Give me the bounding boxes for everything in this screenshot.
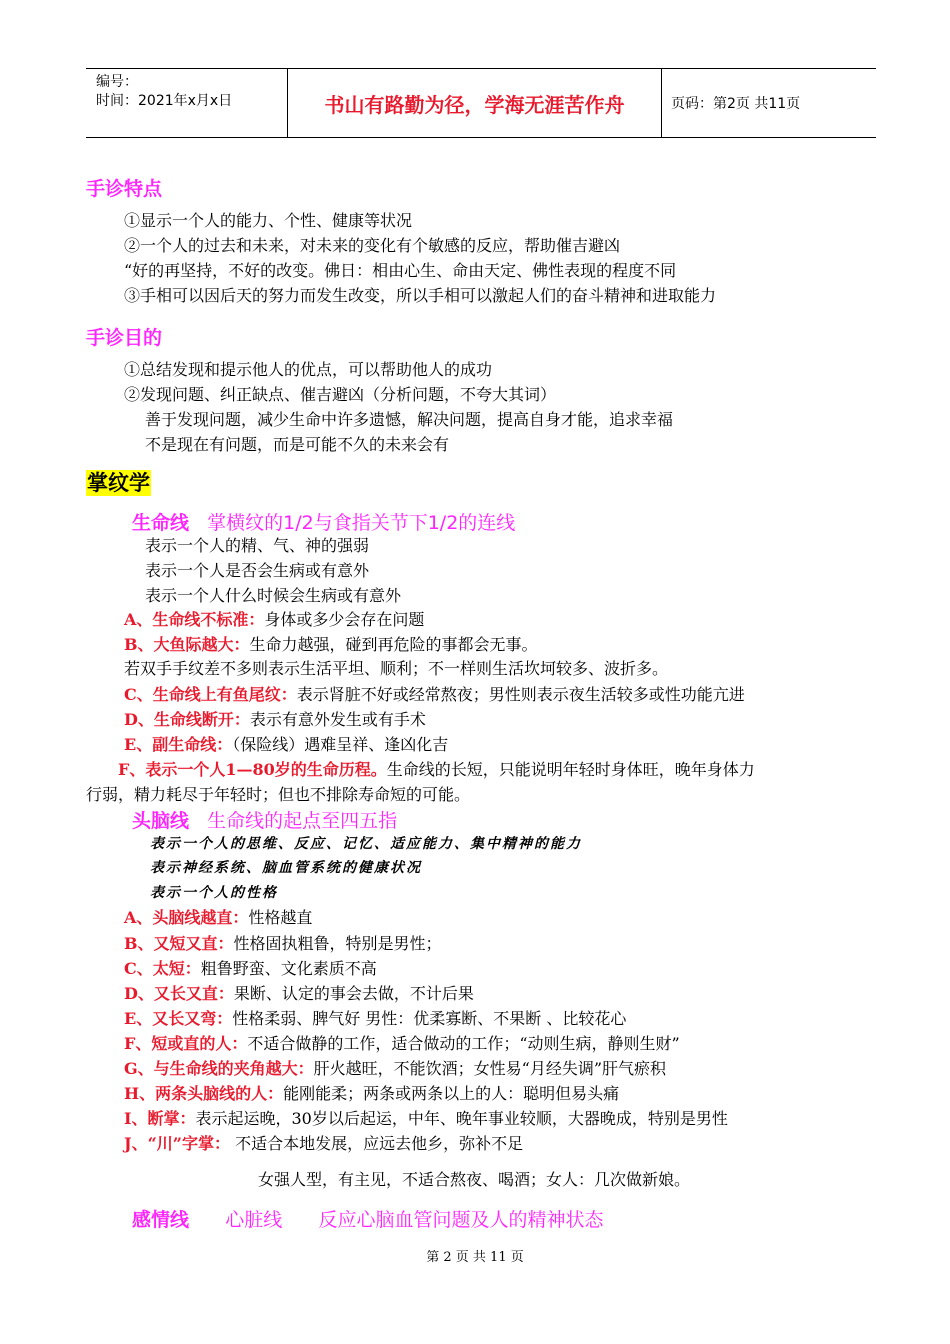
- time-label: 时间：2021年x月x日: [96, 93, 233, 109]
- heart-line-desc: 反应心脑血管问题及人的精神状态: [318, 1209, 604, 1231]
- header-page-label: 页码：第2页 共11页: [671, 96, 801, 112]
- heart-line-name: 感情线: [132, 1209, 190, 1231]
- purpose-line: ②发现问题、纠正缺点、催吉避凶（分析问题，不夸大其词）: [124, 385, 557, 404]
- head-line-line: 表示神经系统、脑血管系统的健康状况: [150, 860, 422, 876]
- header-motto: 书山有路勤为径，学海无涯苦作舟: [288, 69, 662, 137]
- head-line-item: B、又短又直：性格固执粗鲁，特别是男性；: [124, 934, 442, 953]
- head-line-item: C、太短：粗鲁野蛮、文化素质不高: [124, 959, 377, 978]
- life-line-line: 表示一个人是否会生病或有意外: [145, 561, 370, 580]
- life-line-item: A、生命线不标准：身体或多少会存在问题: [124, 610, 425, 629]
- life-line-item: B、大鱼际越大：生命力越强，碰到再危险的事都会无事。: [124, 635, 538, 654]
- head-line-line: 表示一个人的思维、反应、记忆、适应能力、集中精神的能力: [150, 836, 582, 852]
- life-line-name: 生命线: [132, 512, 190, 534]
- purpose-line: ①总结发现和提示他人的优点，可以帮助他人的成功: [124, 360, 493, 379]
- life-line-heading: [132, 508, 515, 535]
- heart-line-alias: 心脏线: [225, 1209, 283, 1231]
- head-line-item: J、“川”字掌： 不适合本地发展，应远去他乡，弥补不足: [124, 1134, 524, 1153]
- purpose-line: 不是现在有问题，而是可能不久的未来会有: [145, 435, 450, 454]
- head-line-item: H、两条头脑线的人：能刚能柔；两条或两条以上的人：聪明但易头痛: [124, 1084, 620, 1103]
- life-line-item: E、副生命线：（保险线）遇难呈祥、逢凶化吉: [124, 735, 449, 754]
- life-line-item: F、表示一个人1—80岁的生命历程。生命线的长短，只能说明年轻时身体旺，晚年身体力: [118, 760, 755, 779]
- life-line-line: 表示一个人的精、气、神的强弱: [145, 536, 370, 555]
- life-line-line: 表示一个人什么时候会生病或有意外: [145, 586, 402, 605]
- header-info: [86, 69, 288, 137]
- section-title-palmistry: 掌纹学: [87, 471, 150, 495]
- head-line-item: E、又长又弯：性格柔弱、脾气好 男性：优柔寡断、不果断 、比较花心: [124, 1009, 627, 1028]
- life-line-item: D、生命线断开：表示有意外发生或有手术: [124, 710, 426, 729]
- feature-line: ③手相可以因后天的努力而发生改变，所以手相可以激起人们的奋斗精神和进取能力: [124, 286, 717, 305]
- head-line-line: 表示一个人的性格: [150, 885, 278, 901]
- section-title-purpose: 手诊目的: [86, 327, 163, 349]
- life-line-item: 若双手手纹差不多则表示生活平坦、顺利；不一样则生活坎坷较多、波折多。: [124, 659, 669, 678]
- feature-line: “好的再坚持，不好的改变。佛日：相由心生、命由天定、佛性表现的程度不同: [124, 261, 677, 280]
- page-footer: 第 2 页 共 11 页: [426, 1250, 524, 1265]
- head-line-item: I、断掌：表示起运晚，30岁以后起运，中年、晚年事业较顺，大器晚成，特别是男性: [124, 1109, 728, 1128]
- section-title-features: 手诊特点: [86, 178, 163, 200]
- head-line-item: D、又长又直：果断、认定的事会去做，不计后果: [124, 984, 474, 1003]
- feature-line: ②一个人的过去和未来，对未来的变化有个敏感的反应，帮助催吉避凶: [124, 236, 621, 255]
- life-line-item: C、生命线上有鱼尾纹：表示肾脏不好或经常熬夜；男性则表示夜生活较多或性功能亢进: [124, 685, 745, 704]
- life-line-item: 行弱，精力耗尽于年轻时；但也不排除寿命短的可能。: [86, 785, 471, 804]
- feature-line: ①显示一个人的能力、个性、健康等状况: [124, 211, 413, 230]
- head-line-item: G、与生命线的夹角越大：肝火越旺，不能饮酒；女性易“月经失调”肝气瘀积: [124, 1059, 667, 1078]
- head-line-heading: [132, 806, 397, 833]
- head-line-name: 头脑线: [132, 810, 190, 832]
- head-line-item: A、头脑线越直：性格越直: [124, 908, 313, 927]
- head-line-note: 女强人型，有主见，不适合熬夜、喝酒；女人：几次做新娘。: [258, 1170, 691, 1189]
- heart-line-heading: [132, 1205, 604, 1232]
- head-line-desc: 生命线的起点至四五指: [207, 810, 398, 832]
- number-label: 编号：: [96, 74, 138, 90]
- purpose-line: 善于发现问题，减少生命中许多遗憾，解决问题，提高自身才能，追求幸福: [145, 410, 674, 429]
- life-line-desc: 掌横纹的1/2与食指关节下1/2的连线: [207, 512, 516, 534]
- page-header: [86, 68, 876, 138]
- head-line-item: F、短或直的人：不适合做静的工作，适合做动的工作；“动则生病，静则生财”: [124, 1034, 680, 1053]
